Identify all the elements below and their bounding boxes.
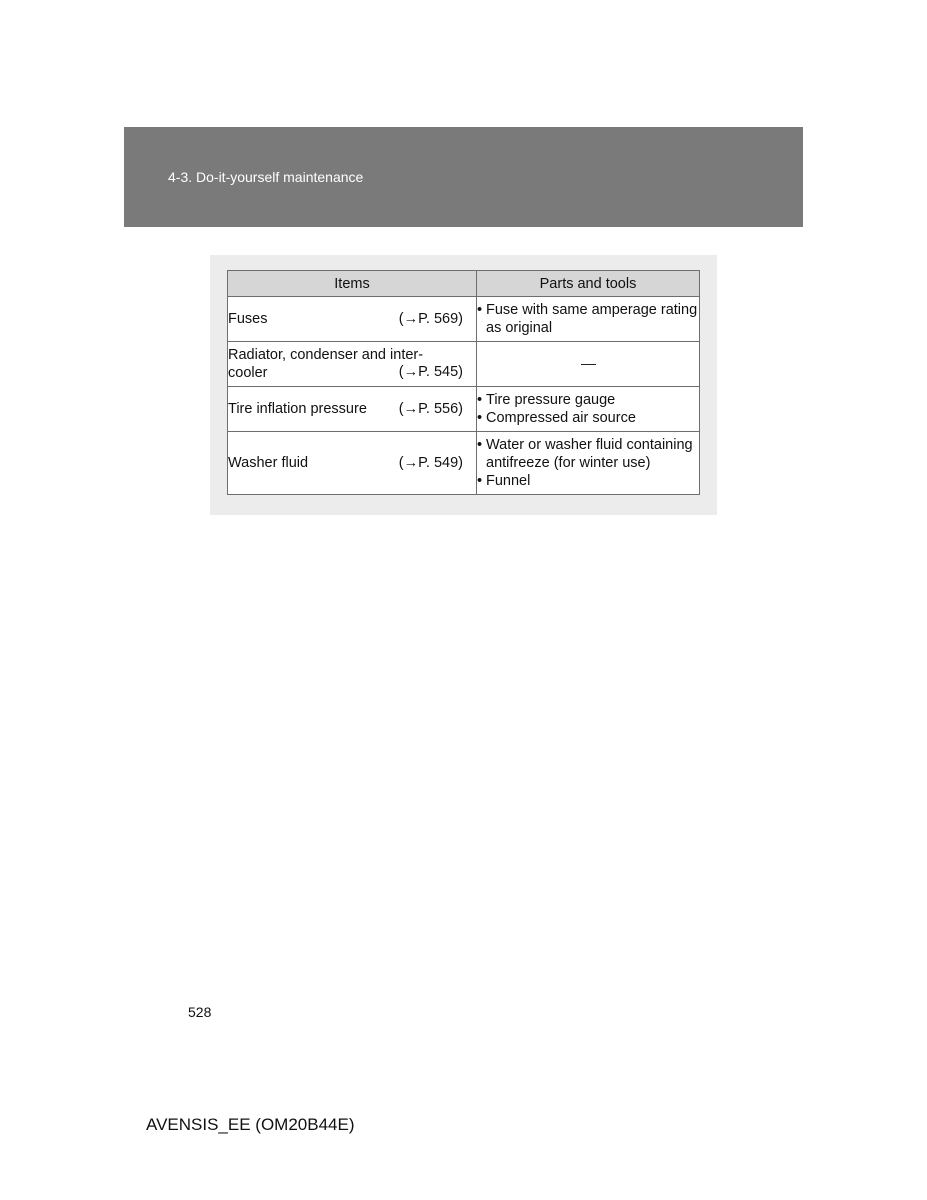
parts-cell bbox=[477, 432, 700, 495]
bullet-icon: • bbox=[477, 392, 483, 408]
no-parts-dash bbox=[581, 364, 596, 365]
parts-text: Tire pressure gauge bbox=[486, 392, 616, 408]
item-name-line-1: Radiator, condenser and inter- bbox=[228, 347, 424, 363]
item-name: Tire inflation pressure bbox=[228, 401, 367, 417]
parts-text: Compressed air source bbox=[486, 410, 636, 426]
page-reference: (→P. 545) bbox=[398, 364, 463, 380]
item-cell bbox=[228, 432, 477, 495]
section-header-band bbox=[124, 127, 803, 227]
parts-cell bbox=[477, 297, 700, 342]
page-reference: (→P. 549) bbox=[398, 455, 463, 471]
column-header-items: Items bbox=[228, 271, 477, 297]
parts-text: Fuse with same amperage rating as original bbox=[486, 302, 698, 336]
table-panel bbox=[210, 255, 717, 515]
bullet-icon: • bbox=[477, 437, 483, 453]
list-item bbox=[477, 472, 699, 490]
item-name: Fuses bbox=[228, 311, 268, 327]
item-cell bbox=[228, 297, 477, 342]
table-header-row bbox=[228, 271, 700, 297]
item-name: Washer fluid bbox=[228, 455, 309, 471]
parts-cell bbox=[477, 342, 700, 387]
page-number: 528 bbox=[188, 1004, 212, 1020]
list-item bbox=[477, 409, 699, 427]
bullet-icon: • bbox=[477, 302, 483, 318]
column-header-parts: Parts and tools bbox=[477, 271, 700, 297]
table-row bbox=[228, 432, 700, 495]
list-item bbox=[477, 436, 699, 472]
list-item bbox=[477, 301, 699, 337]
document-code: AVENSIS_EE (OM20B44E) bbox=[146, 1115, 355, 1134]
table-row bbox=[228, 387, 700, 432]
page-reference: (→P. 556) bbox=[398, 401, 463, 417]
table-row bbox=[228, 297, 700, 342]
parts-text: Funnel bbox=[486, 473, 531, 489]
table-row bbox=[228, 342, 700, 387]
bullet-icon: • bbox=[477, 410, 483, 426]
bullet-icon: • bbox=[477, 473, 483, 489]
page-reference: (→P. 569) bbox=[398, 311, 463, 327]
item-name-line-2: cooler bbox=[228, 365, 268, 381]
section-title: 4-3. Do-it-yourself maintenance bbox=[168, 169, 364, 185]
item-cell bbox=[228, 342, 477, 387]
parts-cell bbox=[477, 387, 700, 432]
parts-and-tools-table bbox=[227, 270, 700, 495]
parts-text: Water or washer fluid containing antifreeze (for winter use) bbox=[486, 437, 693, 471]
item-cell bbox=[228, 387, 477, 432]
list-item bbox=[477, 391, 699, 409]
